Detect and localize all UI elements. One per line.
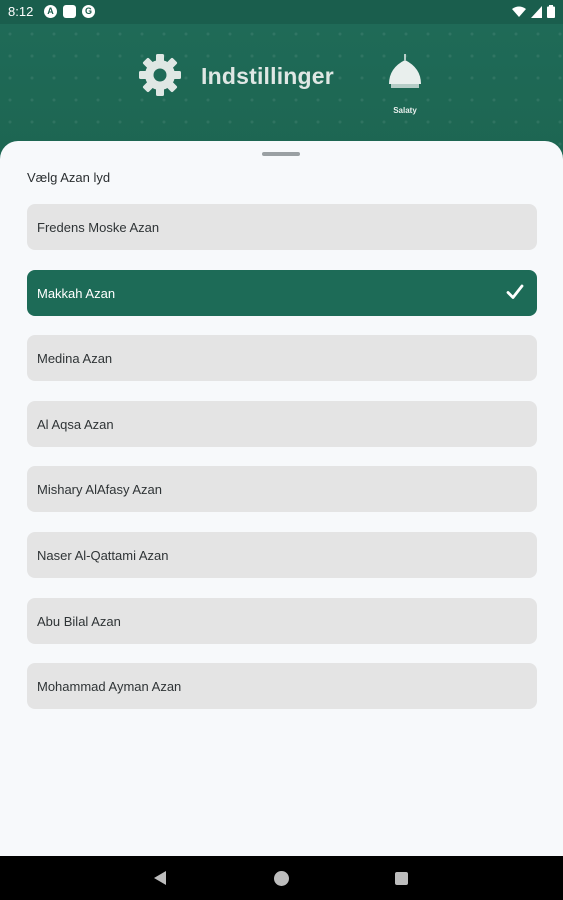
drag-handle[interactable] [262, 152, 300, 156]
azan-option-mohammad-ayman[interactable] [27, 663, 537, 709]
page-title: Indstillinger [201, 63, 334, 89]
bottom-sheet [0, 141, 563, 856]
azan-option-mishary-alafasy[interactable] [27, 466, 537, 512]
back-icon[interactable] [153, 870, 167, 886]
app-header [0, 24, 563, 154]
system-icons [512, 5, 555, 18]
option-label: Fredens Moske Azan [37, 219, 160, 235]
system-nav-bar [0, 856, 563, 900]
azan-option-abu-bilal[interactable] [27, 598, 537, 644]
notification-icons [44, 5, 95, 18]
logo-text: Salaty [393, 106, 417, 115]
wifi-icon [512, 6, 526, 18]
home-icon[interactable] [274, 871, 289, 886]
azan-option-medina[interactable] [27, 335, 537, 381]
azan-option-fredens-moske[interactable] [27, 204, 537, 250]
recents-icon[interactable] [395, 872, 408, 885]
option-label: Mishary AlAfasy Azan [37, 481, 162, 497]
option-label: Medina Azan [37, 350, 113, 366]
check-icon [505, 282, 525, 302]
mosque-dome-logo-icon [385, 54, 425, 96]
option-label: Naser Al-Qattami Azan [37, 547, 169, 563]
status-bar [0, 0, 563, 24]
option-label: Makkah Azan [37, 285, 116, 301]
battery-icon [547, 5, 555, 18]
azan-option-al-aqsa[interactable] [27, 401, 537, 447]
azan-option-makkah[interactable] [27, 270, 537, 316]
option-label: Mohammad Ayman Azan [37, 678, 182, 694]
azan-option-naser-al-qattami[interactable] [27, 532, 537, 578]
azan-sound-label: Vælg Azan lyd [27, 170, 111, 185]
sim-card-icon [63, 5, 76, 18]
notification-g-icon: G [82, 5, 95, 18]
signal-icon [531, 6, 542, 18]
option-label: Al Aqsa Azan [37, 416, 114, 432]
option-label: Abu Bilal Azan [37, 613, 121, 629]
notification-a-icon: A [44, 5, 57, 18]
status-time: 8:12 [8, 4, 34, 19]
gear-icon [137, 52, 183, 98]
